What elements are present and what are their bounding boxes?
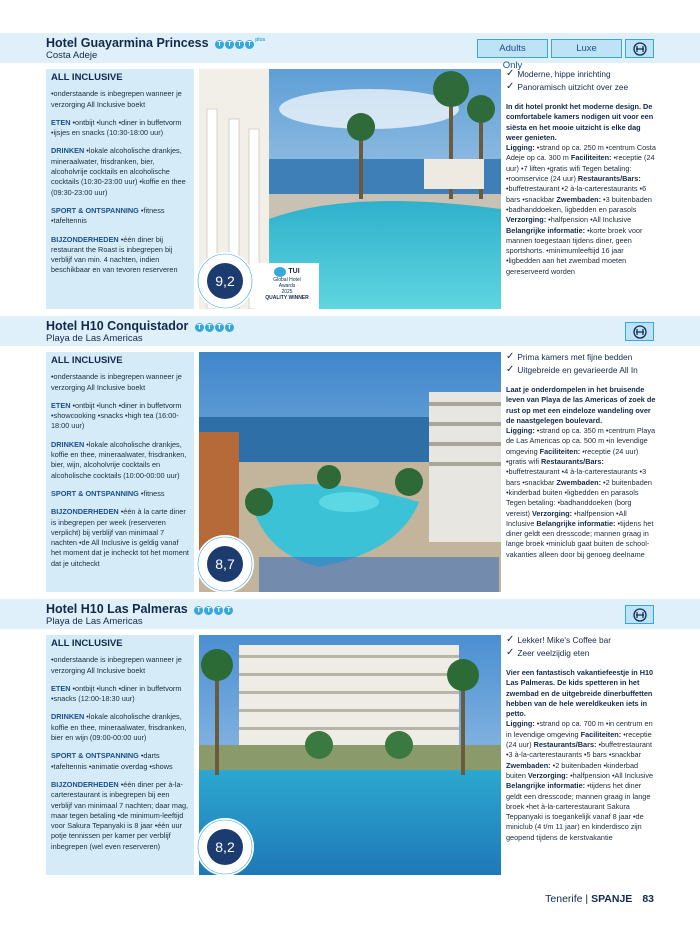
star-icon: T <box>225 40 234 49</box>
footer-region: Tenerife <box>545 893 583 905</box>
tag-bar <box>477 39 654 71</box>
hotel-title <box>46 319 234 333</box>
description-intro: Vier een fantastisch vakantiefeestje in H10 Las Palmeras. De kids spetteren in het zwembad en de uitgebreide dinerbuffetten hebben van de hele wereldkeuken iets in petto. <box>506 668 654 719</box>
highlight-item: ✓ Moderne, hippe inrichting <box>506 68 611 79</box>
description-details: Ligging: •strand op ca. 350 m •centrum Playa de Las Americas op ca. 500 m •in levendige omgeving Faciliteiten: •receptie (24 uur) •gratis wifi Restaurants/Bars: •buffetrestaurant •4 à-la-carterestaurants •3 bars •snackbar Zwembaden: •2 buitenbaden •kinderbad buiten •ligbedden en parasols Tegen betaling: •badhanddoeken (borg vereist) Verzorging: •halfpension •All Inclusive Belangrijke informatie: •tijdens het diner geldt een dresscode; mannen graag in lange broek •miniclub gaat buiten de school-vakanties alleen door bij genoeg deelname <box>506 426 656 559</box>
hotel-name: Hotel Guayarmina Princess <box>46 36 209 50</box>
star-icon: T <box>195 323 204 332</box>
highlight-item: ✓ Uitgebreide en gevarieerde All In <box>506 364 638 375</box>
all-inclusive-icon-button[interactable] <box>625 39 654 58</box>
star-rating <box>194 606 233 615</box>
section-bijzonderheden: BIJZONDERHEDEN •één diner bij restaurant the Roast is inbegrepen bij verblijf van min. 4 nachten, indien beschikbaar en van tevoren reserveren <box>51 234 178 275</box>
hotel-location: Costa Adeje <box>46 50 98 61</box>
score-value: 8,7 <box>207 546 243 582</box>
section-drinken: DRINKEN •lokale alcoholische drankjes, koffie en thee, mineraalwater, frisdranken, bier en wijn (09:00-00:00 uur) <box>51 712 187 743</box>
highlight-item: ✓ Zeer veelzijdig eten <box>506 647 590 658</box>
score-badge <box>196 818 254 876</box>
star-rating <box>215 40 254 49</box>
description-intro: In dit hotel pronkt het moderne design. De comfortabele kamers nodigen uit voor een siësta en het mooie uitzicht is elke dag weer genieten. <box>506 102 654 142</box>
section-drinken: DRINKEN •lokale alcoholische drankjes, koffie en thee, mineraalwater, frisdranken, bier, wijn, alcoholvrije cocktails en alcoholische cocktails (10:00-00:00 uur) <box>51 439 187 480</box>
section-eten: ETEN •ontbijt •lunch •diner in buffetvorm •snacks (12:00-18:30 uur) <box>51 683 182 704</box>
hotel-title <box>46 602 233 616</box>
hotel-title <box>46 36 265 50</box>
footer-country: SPANJE <box>591 893 633 905</box>
tag-bar <box>625 322 654 341</box>
hotel-name: Hotel H10 Conquistador <box>46 319 189 333</box>
hotel-block <box>0 33 700 316</box>
all-inclusive-panel <box>46 69 194 309</box>
hotel-block <box>0 599 700 882</box>
checkmark-icon: ✓ <box>506 634 515 645</box>
star-icon: T <box>215 40 224 49</box>
star-icon: T <box>205 323 214 332</box>
drink-food-icon <box>631 42 649 56</box>
award-brand: TUI <box>288 268 300 275</box>
hotel-description <box>506 69 656 277</box>
all-inclusive-title: ALL INCLUSIVE <box>51 355 123 366</box>
checkmark-icon: ✓ <box>506 81 515 92</box>
score-value: 9,2 <box>207 263 243 299</box>
section-eten: ETEN •ontbijt •lunch •diner in buffetvorm •showcooking •snacks •high tea (16:00-18:00 uur) <box>51 400 182 431</box>
highlight-item: ✓ Prima kamers met fijne bedden <box>506 351 633 362</box>
description-details: Ligging: •strand op ca. 250 m •centrum Costa Adeje op ca. 300 m Faciliteiten: •receptie (24 uur) •7 liften •gratis wifi Tegen betaling: •roomservice (24 uur) Restaurants/Bars: •buffetrestaurant •2 à-la-carterestaurants •6 bars •snackbar Zwembaden: •3 buitenbaden •badhanddoeken, ligbedden en parasols Verzorging: •halfpension •All Inclusive Belangrijke informatie: •korte broek voor mannen toegestaan tijdens diner, geen sportshorts. •minimumleeftijd 16 jaar •ligbedden aan het zwembad moeten gereserveerd worden <box>506 143 656 276</box>
all-inclusive-icon-button[interactable] <box>625 605 654 624</box>
checkmark-icon: ✓ <box>506 351 515 362</box>
hotel-block <box>0 316 700 599</box>
score-ring <box>196 252 254 310</box>
all-inclusive-panel <box>46 352 194 592</box>
checkmark-icon: ✓ <box>506 647 515 658</box>
star-icon: T <box>245 40 254 49</box>
checkmark-icon: ✓ <box>506 68 515 79</box>
all-inclusive-title: ALL INCLUSIVE <box>51 638 123 649</box>
all-inclusive-panel <box>46 635 194 875</box>
tui-award <box>255 263 319 309</box>
star-icon: T <box>224 606 233 615</box>
hotel-location: Playa de Las Americas <box>46 616 143 627</box>
all-inclusive-intro: •onderstaande is inbegrepen wanneer je verzorging All Inclusive boekt <box>51 89 182 109</box>
section-eten: ETEN •ontbijt •lunch •diner in buffetvorm •ijsjes en snacks (10:30-18:00 uur) <box>51 117 182 138</box>
score-value: 8,2 <box>207 829 243 865</box>
award-line2: Awards <box>278 283 296 289</box>
award-year: 2025 <box>281 289 293 295</box>
all-inclusive-intro: •onderstaande is inbegrepen wanneer je verzorging All Inclusive boekt <box>51 655 182 675</box>
section-bijzonderheden: BIJZONDERHEDEN •één à la carte diner is inbegrepen per week (reserveren verplicht) bij verblijf van minimaal 7 nachten •de All Inclusive is geldig vanaf het moment dat je incheckt tot het moment dat je uitcheckt <box>51 507 189 568</box>
description-details: Ligging: •strand op ca. 700 m •in centrum en in levendige omgeving Faciliteiten: •receptie (24 uur) Restaurants/Bars: •buffetrestaurant •3 à-la-carterestaurants •5 bars •snackbar Zwembaden: •2 buitenbaden •kinderbad buiten Verzorging: •halfpension •All Inclusive Belangrijke informatie: •tijdens het diner geldt een dresscode; mannen graag in lange broek •het à-la-carterestaurant Sakura Teppanyaki is toegankelijk vanaf 8 jaar •de miniclub (4 t/m 11 jaar) en kinderdisco zijn geopend tijdens de kerstvakantie <box>506 719 654 842</box>
section-bijzonderheden: BIJZONDERHEDEN •één diner per à-la-carterestaurant is inbegrepen bij een verblijf van minimaal 7 nachten; daar mag, maar tegen betaling •de minimum-leeftijd voor Sakura Tepanyaki is 8 jaar •één uur potje tennissen per kamer per verblijf inbegrepen (wel even reserveren) <box>51 779 189 851</box>
star-icon: T <box>204 606 213 615</box>
score-ring <box>196 818 254 876</box>
highlight-item: ✓ Lekker! Mike's Coffee bar <box>506 634 612 645</box>
award-line1: Global Hotel <box>273 277 301 283</box>
description-intro: Laat je onderdompelen in het bruisende leven van Playa de las Americas of zoek de rust op met een eindeloze wandeling over de naastgelegen boulevard. <box>506 385 656 425</box>
plus-label: plus <box>255 37 266 43</box>
score-badge <box>196 535 254 593</box>
all-inclusive-icon-button[interactable] <box>625 322 654 341</box>
all-inclusive-title: ALL INCLUSIVE <box>51 72 123 83</box>
score-ring <box>196 535 254 593</box>
star-rating <box>195 323 234 332</box>
section-drinken: DRINKEN •lokale alcoholische drankjes, mineraalwater, frisdranken, bier, alcoholvrije cocktails en alcoholische cocktails (10:30-23:00 uur) •koffie en thee (09:30-23:00 uur) <box>51 146 186 197</box>
highlight-item: ✓ Panoramisch uitzicht over zee <box>506 81 629 92</box>
section-sport: SPORT & ONTSPANNING •fitness <box>51 488 165 498</box>
drink-food-icon <box>631 608 649 622</box>
star-icon: T <box>235 40 244 49</box>
section-sport: SPORT & ONTSPANNING •fitness •tafeltennis <box>51 205 165 226</box>
all-inclusive-intro: •onderstaande is inbegrepen wanneer je verzorging All Inclusive boekt <box>51 372 182 392</box>
drink-food-icon <box>631 325 649 339</box>
star-icon: T <box>215 323 224 332</box>
checkmark-icon: ✓ <box>506 364 515 375</box>
star-icon: T <box>194 606 203 615</box>
page-number: 83 <box>642 893 654 905</box>
star-icon: T <box>214 606 223 615</box>
tag-bar <box>625 605 654 624</box>
hotel-description <box>506 635 656 843</box>
star-icon: T <box>225 323 234 332</box>
section-sport: SPORT & ONTSPANNING •darts •tafeltennis •animatie overdag •shows <box>51 751 173 771</box>
page-footer: Tenerife | SPANJE 83 <box>545 893 654 905</box>
score-badge <box>196 252 254 310</box>
tag-luxe[interactable]: Luxe <box>551 39 622 58</box>
tag-adults-only[interactable]: Adults Only <box>477 39 548 58</box>
tui-logo-icon <box>274 267 286 277</box>
hotel-location: Playa de Las Americas <box>46 333 143 344</box>
hotel-name: Hotel H10 Las Palmeras <box>46 602 188 616</box>
award-line3: QUALITY WINNER <box>265 295 309 301</box>
hotel-description <box>506 352 656 560</box>
